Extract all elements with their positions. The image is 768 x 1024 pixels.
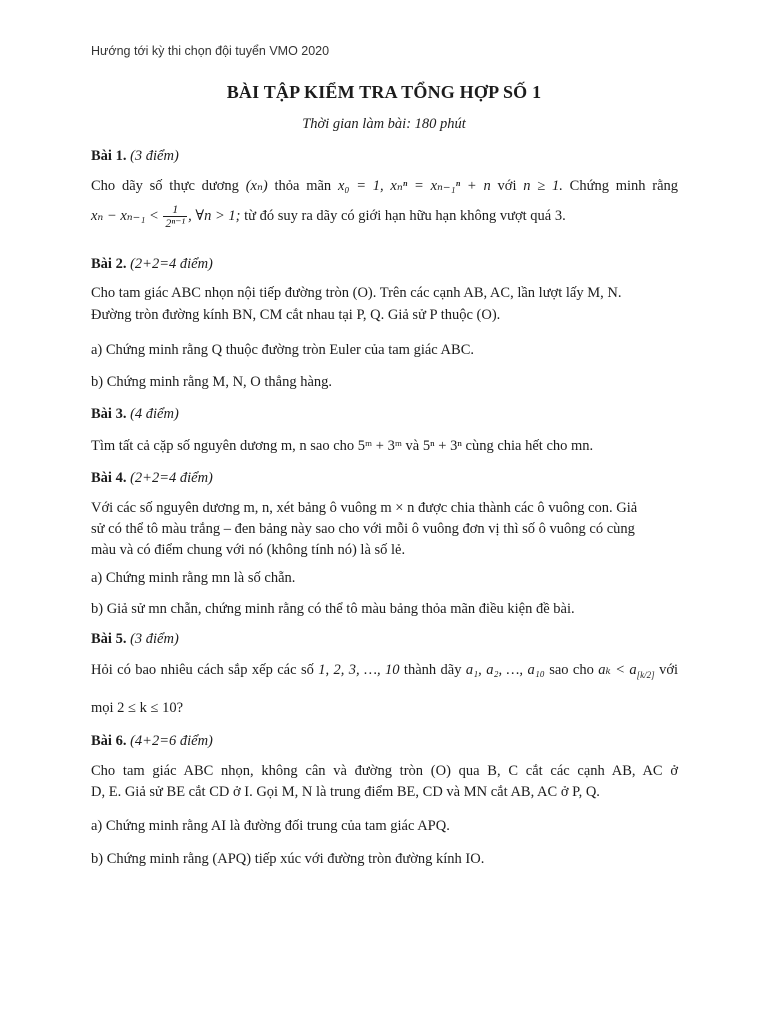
problem-5-line-1: Hỏi có bao nhiêu cách sắp xếp các số 1, 2, 3, …, 10 thành dãy a₁, a₂, …, a₁₀ sao cho $a_k < a_{[k/2]}$ với <box>91 662 679 680</box>
problem-2-part-a: a) Chứng minh rằng Q thuộc đường tròn Euler của tam giác ABC. <box>91 342 474 358</box>
problem-1-line-1: Cho dãy số thực dương (xₙ) thỏa mãn x₀ = 1, xₙⁿ = xₙ₋₁ⁿ + n với n ≥ 1. Chứng minh rằng <box>91 178 679 194</box>
page-title: BÀI TẬP KIỂM TRA TỔNG HỢP SỐ 1 <box>226 82 542 102</box>
problem-2-line-2: Đường tròn đường kính BN, CM cắt nhau tại P, Q. Giả sử P thuộc (O). <box>91 307 501 323</box>
time-limit: Thời gian làm bài: 180 phút <box>302 116 466 132</box>
problem-5-line-2: mọi 2 ≤ k ≤ 10? <box>91 700 184 716</box>
problem-4-points: (2+2=4 điểm) <box>130 470 213 486</box>
problem-1-points: (3 điểm) <box>130 148 179 164</box>
problem-6-label: Bài 6. <box>91 733 127 749</box>
problem-5-points: (3 điểm) <box>130 631 179 647</box>
problem-4-line-3: màu và có điểm chung với nó (không tính nó) là số lẻ. <box>91 542 406 558</box>
problem-5-label: Bài 5. <box>91 631 127 647</box>
problem-3-label: Bài 3. <box>91 406 127 422</box>
problem-6-part-b: b) Chứng minh rằng (APQ) tiếp xúc với đường tròn đường kính IO. <box>91 851 485 867</box>
fraction: $\frac{1}{\text{2ⁿ⁻¹}}$ <box>165 202 186 231</box>
problem-4-line-2: sử có thể tô màu trắng – đen bảng này sao cho với mỗi ô vuông đơn vị thì số ô vuông có cùng <box>91 521 635 537</box>
problem-3-points: (4 điểm) <box>130 406 179 422</box>
problem-2-line-1: Cho tam giác ABC nhọn nội tiếp đường tròn (O). Trên các cạnh AB, AC, lần lượt lấy M, N. <box>91 285 622 301</box>
problem-4-line-1: Với các số nguyên dương m, n, xét bảng ô vuông m × n được chia thành các ô vuông con. Giả <box>91 500 638 516</box>
problem-1-heading <box>91 146 678 166</box>
problem-2-label: Bài 2. <box>91 256 127 272</box>
problem-4-part-a: a) Chứng minh rằng mn là số chẵn. <box>91 570 296 586</box>
problem-6-heading <box>91 731 678 751</box>
running-header: Hướng tới kỳ thi chọn đội tuyển VMO 2020 <box>91 44 330 58</box>
problem-1-label: Bài 1. <box>91 148 127 164</box>
problem-3-line-1: Tìm tất cả cặp số nguyên dương m, n sao cho 5ᵐ + 3ᵐ và 5ⁿ + 3ⁿ cùng chia hết cho mn. <box>91 438 594 454</box>
problem-2-part-b: b) Chứng minh rằng M, N, O thẳng hàng. <box>91 374 333 390</box>
problem-4-label: Bài 4. <box>91 470 127 486</box>
problem-2-points: (2+2=4 điểm) <box>130 256 213 272</box>
problem-3-heading <box>91 404 678 424</box>
problem-2-heading <box>91 254 678 274</box>
problem-5-heading <box>91 629 678 649</box>
problem-6-line-1: Cho tam giác ABC nhọn, không cân và đường tròn (O) qua B, C cắt các cạnh AB, AC ở <box>91 763 678 779</box>
problem-6-points: (4+2=6 điểm) <box>130 733 213 749</box>
problem-4-part-b: b) Giả sử mn chẵn, chứng minh rằng có thể tô màu bảng thỏa mãn điều kiện đề bài. <box>91 601 575 617</box>
problem-4-heading <box>91 468 678 488</box>
problem-1-line-2: xₙ − xₙ₋₁ < $\frac{1}{\text{2ⁿ⁻¹}}$ , ∀n > 1; từ đó suy ra dãy có giới hạn hữu hạn không vượt quá 3. <box>91 202 566 231</box>
problem-6-line-2: D, E. Giả sử BE cắt CD ở I. Gọi M, N là trung điểm BE, CD và MN cắt AB, AC ở P, Q. <box>91 784 600 800</box>
problem-6-part-a: a) Chứng minh rằng AI là đường đối trung của tam giác APQ. <box>91 818 450 834</box>
